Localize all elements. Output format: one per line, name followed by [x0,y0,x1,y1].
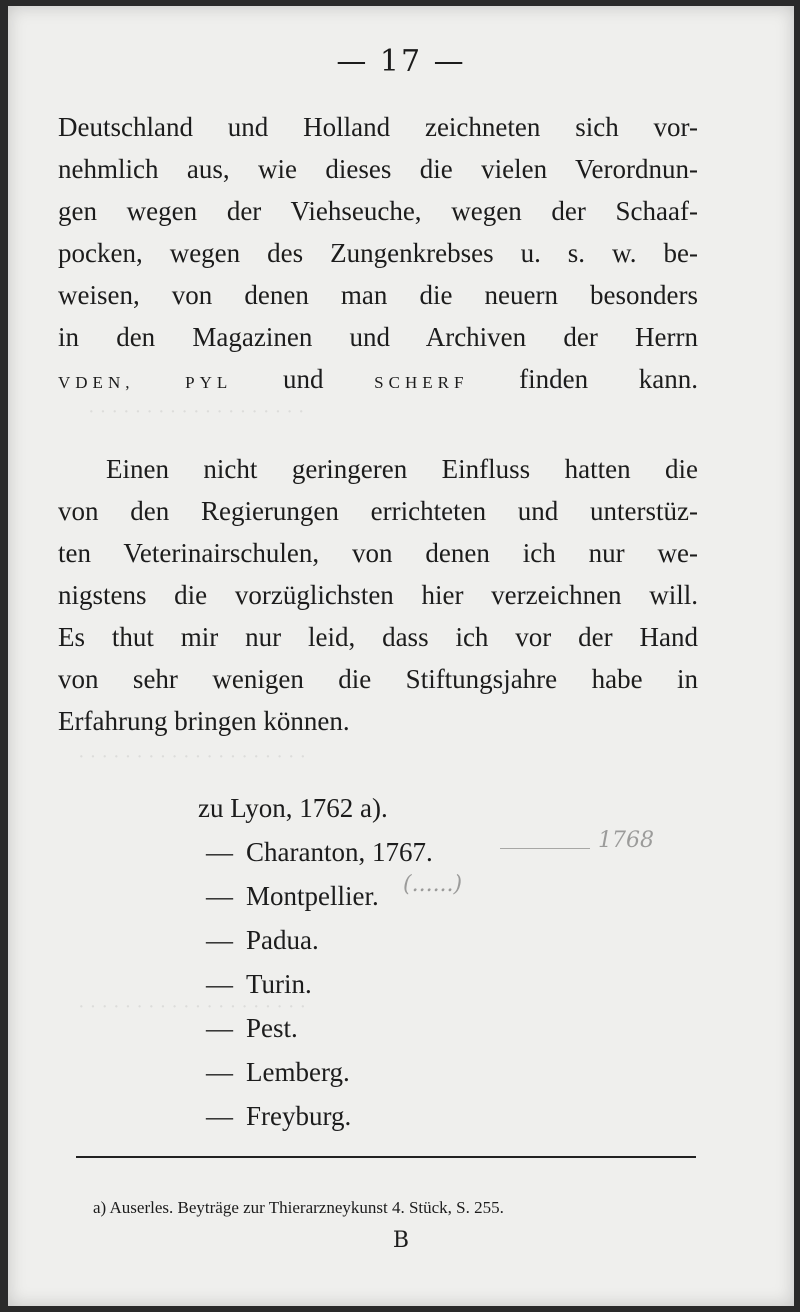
list-item [198,1094,698,1138]
list-item-text: zu Lyon, 1762 a). [198,793,388,823]
text-line: Es thut mir nur leid, dass ich vor der Hand [58,622,698,652]
list-item [198,786,698,830]
list-item-text: Padua. [246,925,319,955]
footnote: a) Auserles. Beyträge zur Thierarzneykunst 4. Stück, S. 255. [93,1198,504,1217]
conjunction: und [282,364,324,394]
list-item-text: Lemberg. [246,1057,350,1087]
paragraph-2 [58,448,698,742]
author-name-scherf: SCHERF [374,373,469,392]
list-dash: — [206,969,233,999]
list-dash: — [206,1101,233,1131]
list-dash: — [206,1013,233,1043]
list-item-text: Pest. [246,1013,298,1043]
list-dash: — [206,881,233,911]
text-line: pocken, wegen des Zungenkrebses u. s. w. be- [58,238,698,268]
paragraph-1 [58,106,698,400]
page-number: — 17 — [336,44,466,79]
text-line: in den Magazinen und Archiven der Herrn [58,322,698,352]
text-fragment: finden kann. [519,364,698,394]
list-item [198,1050,698,1094]
list-dash: — [206,925,233,955]
list-dash: — [206,1057,233,1087]
text-line: Einen nicht geringeren Einfluss hatten die [106,454,698,484]
list-item-text: Montpellier. [246,881,379,911]
text-line: ten Veterinairschulen, von denen ich nur we- [58,538,698,568]
text-line-names [58,358,698,400]
list-item [198,918,698,962]
text-line: von den Regierungen errichteten und unterstüz- [58,496,698,526]
list-item-text: Charanton, 1767. [246,837,433,867]
pencil-strike [500,848,590,849]
list-item [198,1006,698,1050]
bleed-through-text: · · · · · · · · · · · · · · · · · · · · [78,996,307,1018]
text-line: weisen, von denen man die neuern besonders [58,280,698,310]
list-item-text: Turin. [246,969,312,999]
list-item-text: Freyburg. [246,1101,352,1131]
text-line: nehmlich aus, wie dieses die vielen Verordnun- [58,154,698,184]
author-name-vden: VDEN, [58,373,135,392]
bleed-through-text: · · · · · · · · · · · · · · · · · · · · [78,746,307,768]
bleed-through-text: · · · · · · · · · · · · · · · · · · · [88,401,305,423]
text-line: Erfahrung bringen können. [58,706,350,736]
text-line: gen wegen der Viehseuche, wegen der Schaaf- [58,196,698,226]
text-line: nigstens die vorzüglichsten hier verzeichnen will. [58,580,698,610]
signature-mark: B [392,1228,410,1253]
text-line: Deutschland und Holland zeichneten sich vor- [58,112,698,142]
list-item [198,962,698,1006]
handwritten-note: (......) [403,872,463,897]
author-name-pyl: PYL [185,373,233,392]
book-page [8,6,794,1306]
list-dash: — [206,837,233,867]
footnote-rule [76,1156,696,1158]
text-line: von sehr wenigen die Stiftungsjahre habe in [58,664,698,694]
handwritten-note: 1768 [598,828,654,853]
